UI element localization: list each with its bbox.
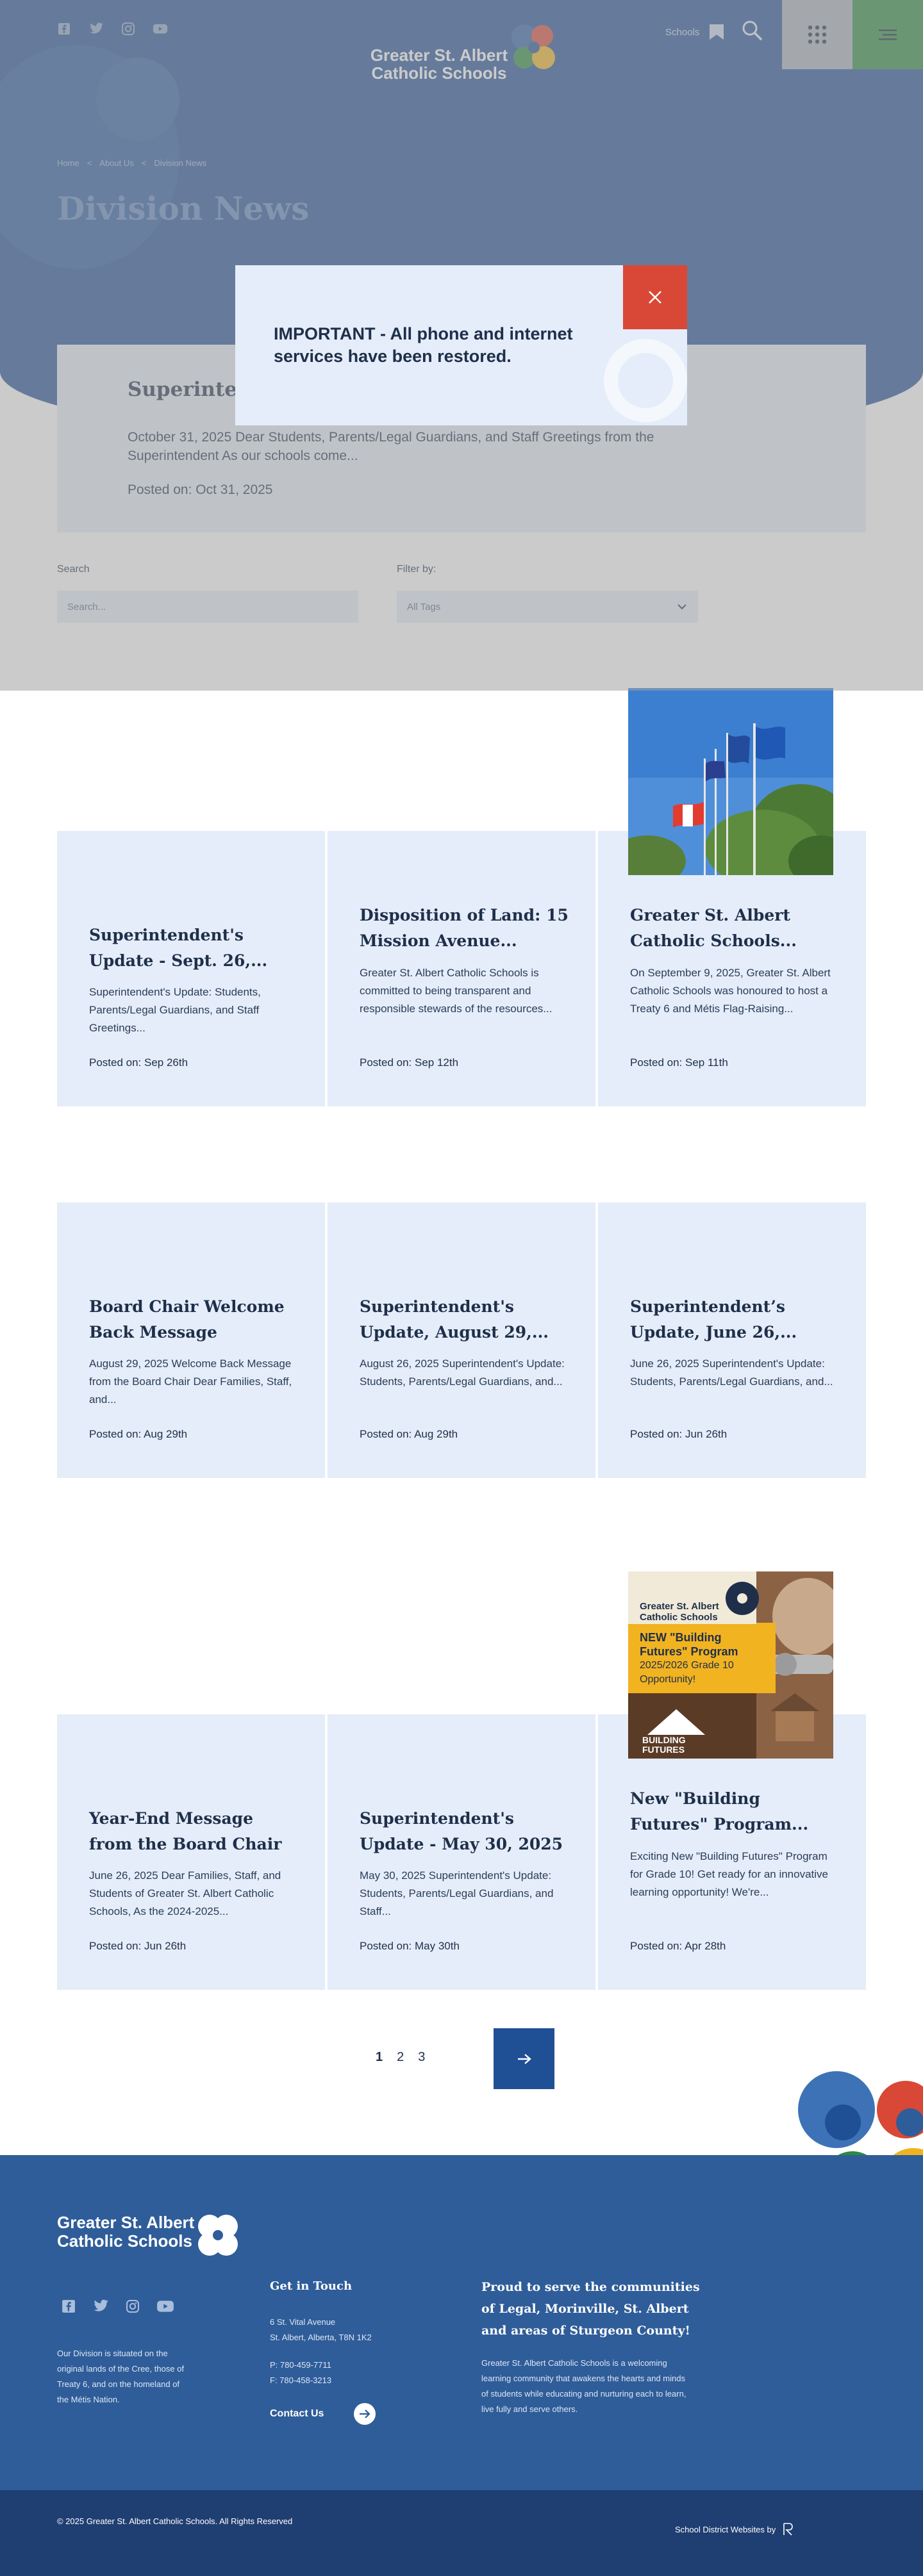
post-date: Posted on: Aug 29th (360, 1428, 458, 1440)
post-title[interactable]: Board Chair Welcome Back Message (89, 1297, 285, 1341)
page-link-2[interactable]: 2 (397, 2050, 404, 2064)
promo-logo-line-1: Greater St. Albert (640, 1601, 719, 1612)
post-title[interactable]: Superintendent's Update, August 29,... (360, 1297, 549, 1341)
contact-us-link[interactable] (270, 2402, 376, 2425)
footer-social-links (62, 2299, 174, 2317)
post-card[interactable] (57, 1714, 325, 1990)
post-card[interactable] (598, 1202, 866, 1478)
promo-badge-line-2: FUTURES (642, 1744, 685, 1755)
promo-line-4: Opportunity! (640, 1674, 696, 1685)
footer-logo[interactable] (57, 2213, 211, 2251)
building-futures-photo[interactable] (628, 1571, 833, 1759)
post-title[interactable]: Disposition of Land: 15 Mission Avenue... (360, 906, 569, 950)
post-excerpt: On September 9, 2025, Greater St. Albert Catholic Schools was honoured to host a Treaty 6 and Métis Flag-Raising... (630, 967, 831, 1015)
fax-number: F: 780-458-3213 (270, 2375, 332, 2385)
get-in-touch-heading: Get in Touch (270, 2279, 353, 2293)
arrow-right-circle-icon (353, 2402, 376, 2425)
close-icon (647, 290, 663, 305)
post-excerpt: Superintendent's Update: Students, Parents/Legal Guardians, and Staff Greetings... (89, 986, 261, 1034)
post-date: Posted on: Sep 26th (89, 1056, 188, 1069)
post-title[interactable]: Year-End Message from the Board Chair (89, 1809, 282, 1853)
contact-us-label: Contact Us (270, 2408, 324, 2419)
address-line-2: St. Albert, Alberta, T8N 1K2 (270, 2333, 372, 2342)
flag-raising-photo[interactable] (628, 688, 833, 875)
vendor-logo-icon (782, 2522, 794, 2536)
website-credit[interactable] (675, 2522, 794, 2536)
page-link-1[interactable]: 1 (376, 2050, 383, 2064)
promo-logo (640, 1601, 719, 1623)
post-excerpt: May 30, 2025 Superintendent's Update: Students, Parents/Legal Guardians, and Staff... (360, 1869, 554, 1917)
close-button[interactable] (623, 265, 687, 329)
post-date: Posted on: May 30th (360, 1940, 460, 1952)
footer-logo-line-1: Greater St. Albert (57, 2213, 195, 2232)
alert-message: IMPORTANT - All phone and internet services have been restored. (274, 324, 573, 366)
alert-modal (235, 265, 687, 425)
post-date: Posted on: Aug 29th (89, 1428, 188, 1440)
post-excerpt: August 26, 2025 Superintendent's Update: Students, Parents/Legal Guardians, and... (360, 1358, 565, 1388)
post-date: Posted on: Jun 26th (630, 1428, 728, 1440)
post-title[interactable]: Greater St. Albert Catholic Schools... (630, 906, 797, 950)
footer-tagline: Proud to serve the communities of Legal, Morinville, St. Albert and areas of Sturgeon County! (481, 2280, 700, 2338)
youtube-icon[interactable] (156, 2299, 174, 2317)
facebook-icon[interactable] (62, 2299, 76, 2317)
post-excerpt: August 29, 2025 Welcome Back Message from the Board Chair Dear Families, Staff, and... (89, 1358, 292, 1406)
footer-logo-mark-icon (192, 2211, 244, 2262)
promo-line-1: NEW "Building (640, 1631, 722, 1644)
post-title[interactable]: Superintendent’s Update, June 26,... (630, 1297, 797, 1341)
land-acknowledgement: Our Division is situated on the original lands of the Cree, those of Treaty 6, and on the homeland of the Métis Nation. (57, 2349, 185, 2404)
post-title[interactable]: Superintendent's Update - Sept. 26,... (89, 926, 268, 970)
credit-label: School District Websites by (675, 2524, 776, 2534)
post-date: Posted on: Apr 28th (630, 1940, 726, 1952)
footer-address (270, 2315, 372, 2345)
post-card[interactable] (328, 1714, 595, 1990)
promo-line-3: 2025/2026 Grade 10 (640, 1660, 734, 1671)
post-card[interactable] (328, 831, 595, 1106)
post-card[interactable] (57, 1202, 325, 1478)
promo-logo-line-2: Catholic Schools (640, 1612, 718, 1623)
phone-number[interactable]: P: 780-459-7711 (270, 2360, 331, 2370)
instagram-icon[interactable] (126, 2299, 140, 2317)
address-line-1: 6 St. Vital Avenue (270, 2317, 336, 2327)
promo-text (640, 1630, 768, 1687)
footer-description: Greater St. Albert Catholic Schools is a welcoming learning community that awakens the hearts and minds of students while educating and nurturing each to learn, live fully and serve others. (481, 2358, 686, 2414)
twitter-icon[interactable] (92, 2299, 109, 2317)
post-card[interactable] (328, 1202, 595, 1478)
copyright: © 2025 Greater St. Albert Catholic Schools. All Rights Reserved (57, 2516, 293, 2526)
modal-decoration (604, 339, 687, 422)
page-link-3[interactable]: 3 (418, 2050, 426, 2064)
post-date: Posted on: Sep 11th (630, 1056, 728, 1069)
footer-logo-line-2: Catholic Schools (57, 2231, 192, 2251)
promo-line-2: Futures" Program (640, 1645, 738, 1658)
post-date: Posted on: Jun 26th (89, 1940, 187, 1952)
post-excerpt: June 26, 2025 Dear Families, Staff, and Students of Greater St. Albert Catholic Schools, As the 2024-2025... (89, 1869, 281, 1917)
post-card[interactable] (57, 831, 325, 1106)
post-title[interactable]: New "Building Futures" Program... (630, 1789, 809, 1834)
footer-phone (270, 2358, 331, 2388)
post-excerpt: June 26, 2025 Superintendent's Update: Students, Parents/Legal Guardians, and... (630, 1358, 833, 1388)
site-footer (0, 2155, 923, 2490)
next-page-button[interactable] (494, 2028, 554, 2089)
promo-badge (642, 1735, 686, 1755)
arrow-right-icon (517, 2053, 532, 2065)
post-excerpt: Greater St. Albert Catholic Schools is committed to being transparent and responsible stewards of the resources... (360, 967, 553, 1015)
pagination (376, 2050, 425, 2065)
promo-badge-line-1: BUILDING (642, 1735, 686, 1745)
post-excerpt: Exciting New "Building Futures" Program for Grade 10! Get ready for an innovative learning opportunity! We're... (630, 1850, 829, 1898)
post-date: Posted on: Sep 12th (360, 1056, 459, 1069)
post-title[interactable]: Superintendent's Update - May 30, 2025 (360, 1809, 563, 1853)
